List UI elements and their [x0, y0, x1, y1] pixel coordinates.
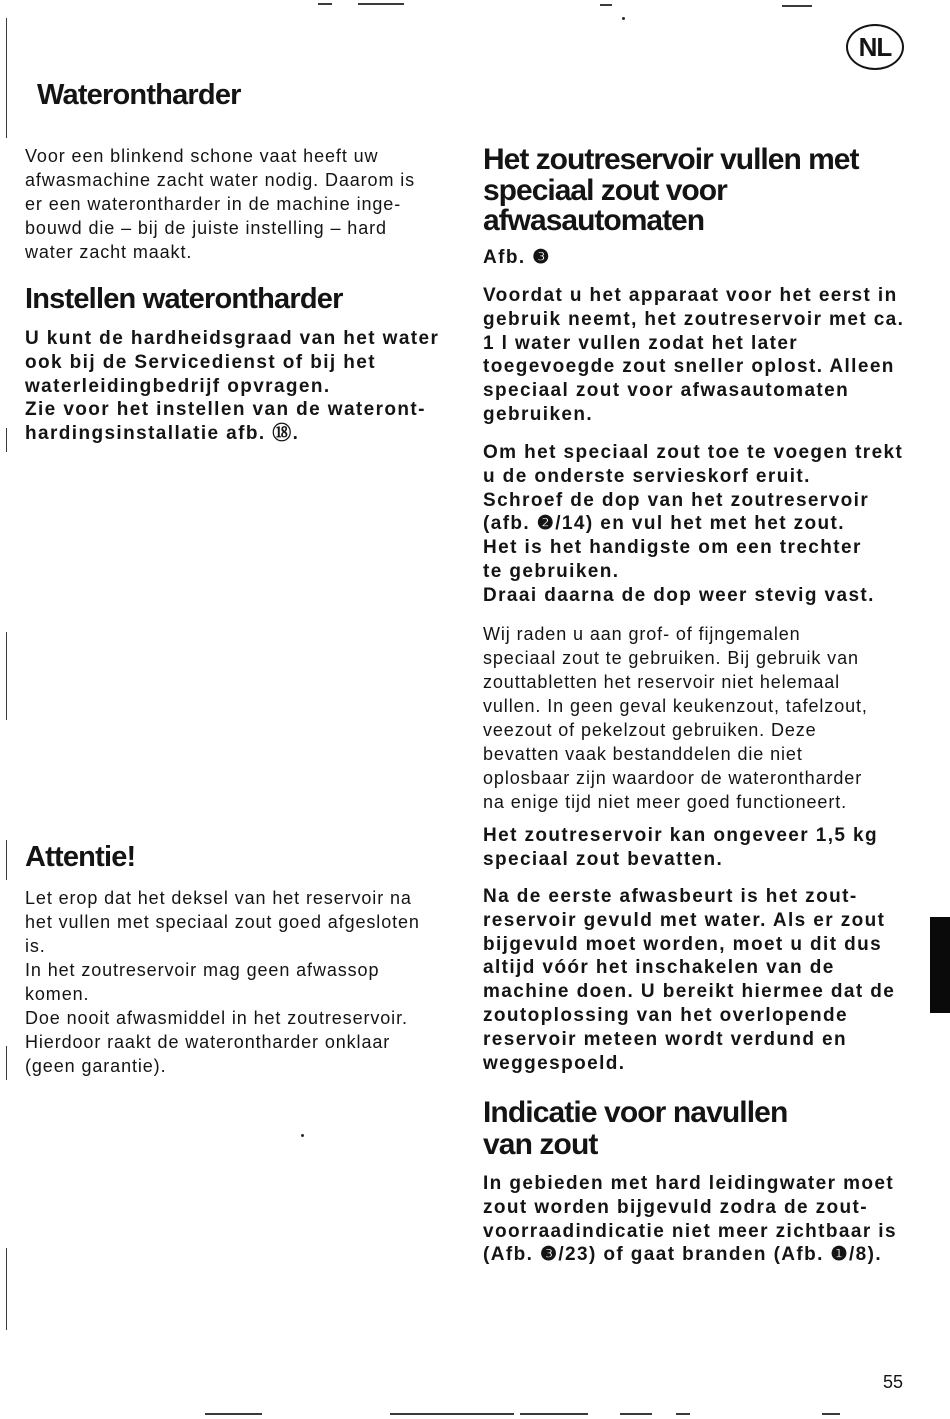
scan-mark	[782, 5, 812, 7]
text-line: Wij raden u aan grof- of fijngemalen	[483, 624, 801, 644]
text-line: (afb. ❷/14) en vul het met het zout.	[483, 513, 845, 535]
text-line: ook bij de Servicedienst of bij het	[25, 351, 376, 373]
heading-instellen-waterontharder: Instellen waterontharder	[25, 283, 343, 315]
paragraph-zout-toevoegen	[483, 441, 903, 608]
paragraph-attentie	[25, 886, 420, 1078]
heading-waterontharder: Waterontharder	[37, 79, 241, 111]
paragraph-zout-advies	[483, 622, 868, 814]
paragraph-indicatie	[483, 1172, 897, 1267]
paragraph-eerste-gebruik	[483, 284, 904, 427]
text-line: Voor een blinkend schone vaat heeft uw	[25, 146, 379, 166]
text-line: vullen. In geen geval keukenzout, tafelzout,	[483, 696, 868, 716]
heading-attentie: Attentie!	[25, 841, 136, 873]
text-line: bouwd die – bij de juiste instelling – hard	[25, 218, 387, 238]
scan-mark	[6, 632, 7, 720]
text-line: Om het speciaal zout toe te voegen trekt	[483, 442, 904, 463]
heading-zoutreservoir-vullen	[483, 145, 858, 237]
text-line: afwasmachine zacht water nodig. Daarom is	[25, 170, 416, 190]
text-line: 1 l water vullen zodat het later	[483, 332, 799, 354]
text-line: voorraadindicatie niet meer zichtbaar is	[483, 1220, 897, 1242]
scan-mark	[676, 1413, 690, 1415]
text-line: zout worden bijgevuld zodra de zout-	[483, 1196, 868, 1218]
text-line: zoutoplossing van het overlopende	[483, 1004, 849, 1026]
text-line: van zout	[483, 1128, 598, 1161]
scan-mark	[358, 3, 404, 5]
text-line: altijd vóór het inschakelen van de	[483, 957, 835, 979]
text-line: te gebruiken.	[483, 560, 620, 582]
text-line: waterleidingbedrijf opvragen.	[25, 375, 331, 397]
text-line: weggespoeld.	[483, 1052, 626, 1074]
text-line: is.	[25, 936, 46, 956]
figure-reference: Afb. ❸	[483, 247, 551, 268]
scan-mark	[520, 1413, 588, 1415]
text-line: speciaal zout voor	[483, 173, 727, 207]
text-line: speciaal zout voor afwasautomaten	[483, 380, 850, 402]
scan-mark	[6, 18, 7, 138]
text-line: (geen garantie).	[25, 1056, 167, 1076]
text-line: Na de eerste afwasbeurt is het zout-	[483, 886, 858, 907]
heading-indicatie-navullen	[483, 1097, 787, 1161]
text-line: Voordat u het apparaat voor het eerst in	[483, 285, 898, 306]
text-line: bijgevuld moet worden, moet u dit dus	[483, 933, 883, 955]
text-line: na enige tijd niet meer goed functioneert.	[483, 792, 848, 812]
text-line: Het is het handigste om een trechter	[483, 537, 862, 559]
scan-mark	[822, 1413, 840, 1415]
text-line: veezout of pekelzout gebruiken. Deze	[483, 720, 817, 740]
scan-mark	[600, 4, 612, 6]
text-line: speciaal zout te gebruiken. Bij gebruik van	[483, 648, 859, 668]
text-line: water zacht maakt.	[25, 242, 193, 262]
text-line: Zie voor het instellen van de wateront-	[25, 399, 426, 421]
text-line: afwasautomaten	[483, 204, 705, 237]
text-line: hardingsinstallatie afb. ⑱.	[25, 423, 300, 445]
scan-mark	[6, 1248, 7, 1330]
text-line: toegevoegde zout sneller oplost. Alleen	[483, 356, 895, 378]
text-line: komen.	[25, 984, 90, 1004]
text-line: U kunt de hardheidsgraad van het water	[25, 328, 440, 349]
text-line: reservoir meteen wordt verdund en	[483, 1028, 848, 1050]
paragraph-capaciteit	[483, 824, 878, 872]
text-line: gebruik neemt, het zoutreservoir met ca.	[483, 308, 905, 330]
text-line: er een waterontharder in de machine inge-	[25, 194, 402, 214]
text-line: oplosbaar zijn waardoor de waterontharder	[483, 768, 863, 788]
paragraph-waterontharder	[25, 144, 415, 264]
text-line: Het zoutreservoir kan ongeveer 1,5 kg	[483, 825, 878, 846]
scan-mark	[620, 1413, 652, 1415]
page-number: 55	[883, 1372, 904, 1392]
scan-mark	[390, 1413, 514, 1415]
text-line: In gebieden met hard leidingwater moet	[483, 1173, 895, 1194]
text-line: gebruiken.	[483, 403, 594, 425]
language-badge	[846, 24, 904, 70]
paragraph-bijvullen	[483, 885, 895, 1075]
text-line: (Afb. ❸/23) of gaat branden (Afb. ❶/8).	[483, 1244, 883, 1266]
scan-mark	[6, 1046, 7, 1080]
text-line: Draai daarna de dop weer stevig vast.	[483, 584, 875, 606]
scan-mark	[6, 840, 7, 880]
scan-mark	[6, 428, 7, 452]
text-line: het vullen met speciaal zout goed afgesloten	[25, 912, 420, 932]
text-line: u de onderste servieskorf eruit.	[483, 465, 811, 487]
scan-mark	[622, 17, 625, 20]
text-line: In het zoutreservoir mag geen afwassop	[25, 960, 380, 980]
text-line: bevatten vaak bestanddelen die niet	[483, 744, 803, 764]
scan-mark	[318, 3, 332, 5]
text-line: Het zoutreservoir vullen met	[483, 143, 859, 176]
paragraph-instellen	[25, 327, 439, 446]
text-line: Hierdoor raakt de waterontharder onklaar	[25, 1032, 391, 1052]
language-badge-label: NL	[858, 31, 892, 62]
text-line: Doe nooit afwasmiddel in het zoutreservoir.	[25, 1008, 408, 1028]
text-line: Indicatie voor navullen	[483, 1096, 788, 1129]
section-tab-marker	[930, 917, 950, 1013]
text-line: Let erop dat het deksel van het reservoir na	[25, 888, 412, 908]
text-line: zouttabletten het reservoir niet helemaal	[483, 672, 841, 692]
text-line: speciaal zout bevatten.	[483, 848, 724, 870]
text-line: machine doen. U bereikt hiermee dat de	[483, 981, 896, 1003]
text-line: Schroef de dop van het zoutreservoir	[483, 489, 870, 511]
scan-mark	[301, 1134, 304, 1137]
scan-mark	[205, 1413, 262, 1415]
text-line: reservoir gevuld met water. Als er zout	[483, 909, 886, 931]
